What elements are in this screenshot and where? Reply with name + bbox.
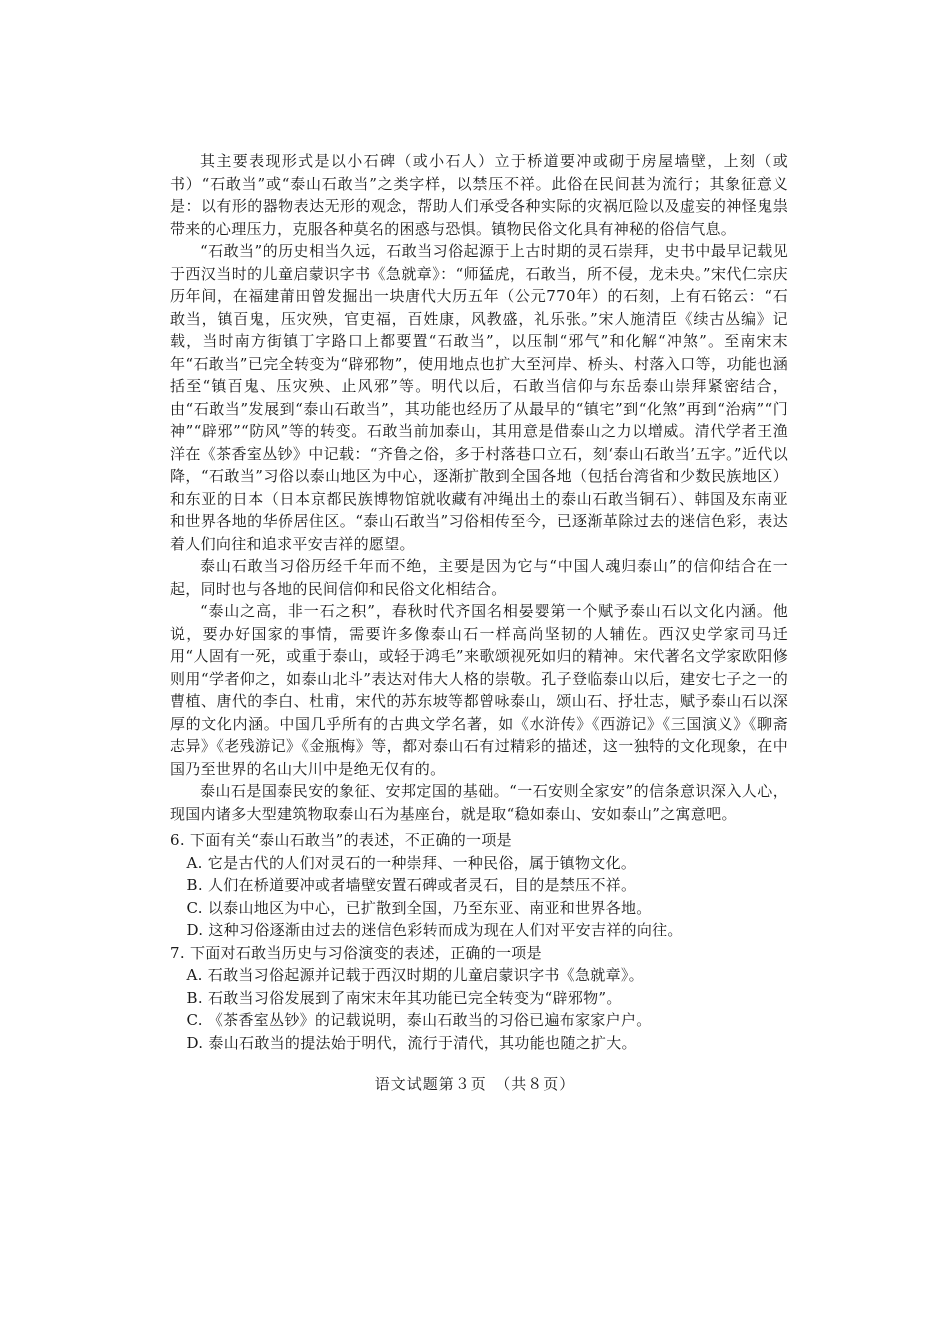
page-footer: 语文试题第３页 （共８页） [374, 1075, 576, 1093]
questions-section [170, 829, 788, 1054]
question-stem: 6. 下面有关“泰山石敢当”的表述，不正确的一项是 [170, 831, 512, 849]
question-6 [170, 829, 788, 942]
question-7 [170, 942, 788, 1055]
passage-paragraph-1: 其主要表现形式是以小石碑（或小石人）立于桥道要冲或砌于房屋墙壁，上刻（或书）“石敢当”或“泰山石敢当”之类字样，以禁压不祥。此俗在民间甚为流行；其象征意义是：以有形的器物表达无形的观念，帮助人们承受各种实际的灾祸厄险以及虚妄的神怪鬼祟带来的心理压力，克服各种莫名的困惑与恐惧。镇物民俗文化具有神秘的俗信气息。 [170, 152, 788, 238]
option-b: B. 人们在桥道要冲或者墙壁安置石碑或者灵石，目的是禁压不祥。 [186, 876, 637, 894]
option-a: A. 石敢当习俗起源并记载于西汉时期的儿童启蒙识字书《急就章》。 [186, 966, 644, 984]
question-stem: 7. 下面对石敢当历史与习俗演变的表述，正确的一项是 [170, 943, 542, 962]
passage-paragraph-3: 泰山石敢当习俗历经千年而不绝，主要是因为它与“中国人魂归泰山”的信仰结合在一起，同时也与各地的民间信仰和民俗文化相结合。 [170, 557, 788, 598]
passage-paragraph-4: “泰山之高，非一石之积”，春秋时代齐国名相晏婴第一个赋予泰山石以文化内涵。他说，要办好国家的事情，需要许多像泰山石一样高尚坚韧的人辅佐。西汉史学家司马迁用“人固有一死，或重于泰山，或轻于鸿毛”来歌颂视死如归的精神。宋代著名文学家欧阳修则用“学者仰之，如泰山北斗”表达对伟大人格的崇敬。孔子登临泰山以后，建安七子之一的曹植、唐代的李白、杜甫，宋代的苏东坡等都曾咏泰山，颂山石、抒壮志，赋予泰山石以深厚的文化内涵。中国几乎所有的古典文学名著，如《水浒传》《西游记》《三国演义》《聊斋志异》《老残游记》《金瓶梅》等，都对泰山石有过精彩的描述，这一独特的文化现象，在中国乃至世界的名山大川中是绝无仅有的。 [170, 602, 788, 778]
option-a: A. 它是古代的人们对灵石的一种崇拜、一种民俗，属于镇物文化。 [186, 853, 637, 872]
passage-paragraph-2: “石敢当”的历史相当久远，石敢当习俗起源于上古时期的灵石崇拜，史书中最早记载见于西汉当时的儿童启蒙识字书《急就章》：“师猛虎，石敢当，所不侵，龙未央。”宋代仁宗庆历年间，在福建莆田曾发掘出一块唐代大历五年（公元770年）的石刻，上有石铭云：“石敢当，镇百鬼，压灾殃，官吏福，百姓康，风教盛，礼乐张。”宋人施清臣《续古丛编》记载，当时南方街镇丁字路口上都要置“石敢当”，以压制“邪气”和化解“冲煞”。至南宋末年“石敢当”已完全转变为“辟邪物”，使用地点也扩大至河岸、桥头、村落入口等，功能也涵括至“镇百鬼、压灾殃、止风邪”等。明代以后，石敢当信仰与东岳泰山崇拜紧密结合，由“石敢当”发展到“泰山石敢当”，其功能也经历了从最早的“镇宅”到“化煞”再到“治病”“门神”“辟邪”“防风”等的转变。石敢当前加泰山，其用意是借泰山之力以增威。清代学者王渔洋在《茶香室丛钞》中记载：“齐鲁之俗，多于村落巷口立石，刻‘泰山石敢当’五字。”近代以降，“石敢当”习俗以泰山地区为中心，逐渐扩散到全国各地（包括台湾省和少数民族地区）和东亚的日本（日本京都民族博物馆就收藏有冲绳出土的泰山石敢当铜石）、韩国及东南亚和世界各地的华侨居住区。“泰山石敢当”习俗相传至今，已逐渐革除过去的迷信色彩，表达着人们向往和追求平安吉祥的愿望。 [170, 242, 788, 553]
passage-paragraph-5: 泰山石是国泰民安的象征、安邦定国的基础。“一石安则全家安”的信条意识深入人心，现国内诸多大型建筑物取泰山石为基座台，就是取“稳如泰山、安如泰山”之寓意吧。 [170, 782, 788, 823]
reading-passage [170, 150, 788, 825]
option-b: B. 石敢当习俗发展到了南宋末年其功能已完全转变为“辟邪物”。 [186, 988, 622, 1007]
page-content [170, 150, 788, 1054]
option-d: D. 泰山石敢当的提法始于明代，流行于清代，其功能也随之扩大。 [186, 1033, 637, 1052]
option-c: C. 《茶香室丛钞》的记载说明，泰山石敢当的习俗已遍布家家户户。 [186, 1011, 652, 1029]
option-d: D. 这种习俗逐渐由过去的迷信色彩转而成为现在人们对平安吉祥的向往。 [186, 921, 683, 939]
option-c: C. 以泰山地区为中心，已扩散到全国，乃至东亚、南亚和世界各地。 [186, 898, 652, 917]
